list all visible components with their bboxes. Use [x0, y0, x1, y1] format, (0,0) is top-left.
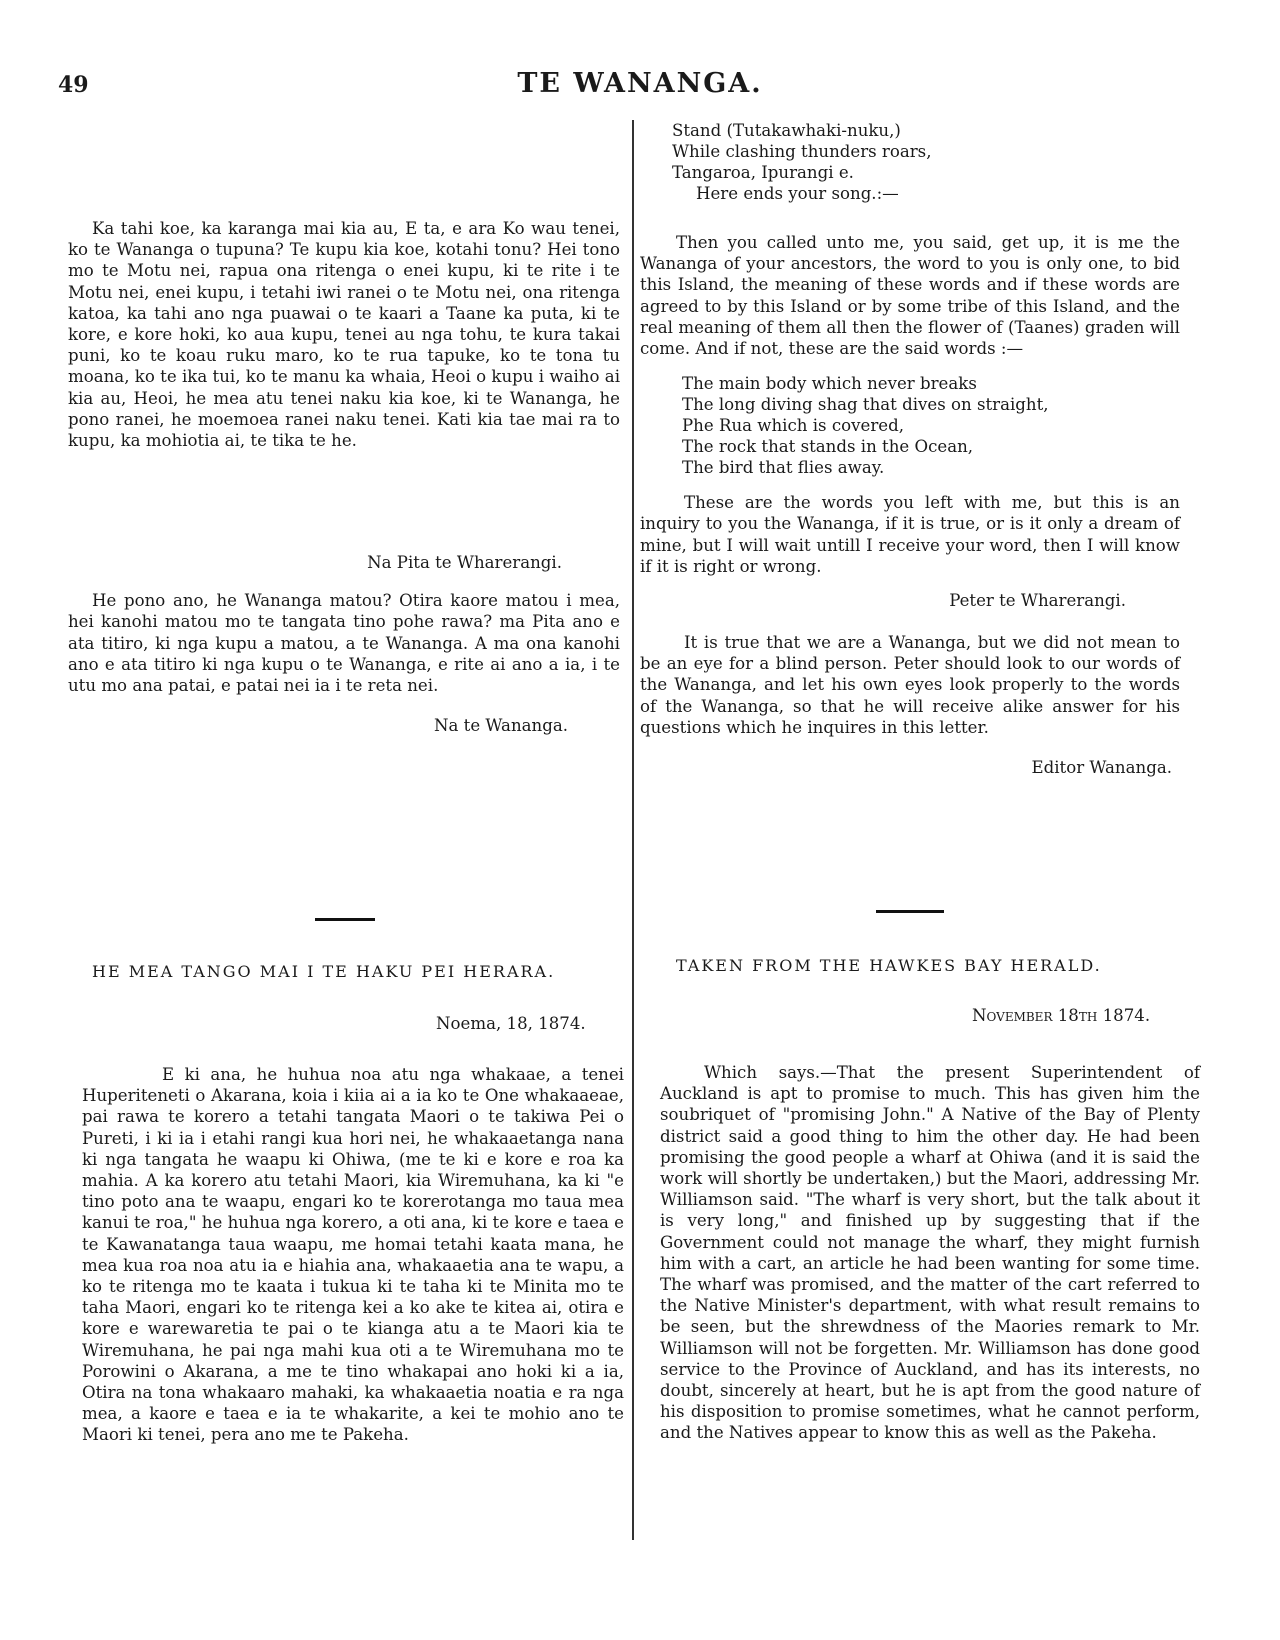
- maori-letter-signature: Na Pita te Wharerangi.: [367, 553, 562, 573]
- maori-reply-signature: Na te Wananga.: [433, 716, 568, 736]
- left-section-title: HE MEA TANGO MAI I TE HAKU PEI HERARA.: [92, 962, 556, 981]
- column-divider: [632, 120, 634, 1540]
- song-line: Stand (Tutakawhaki-nuku,): [672, 121, 901, 140]
- english-reply-signature: Editor Wananga.: [1031, 758, 1172, 778]
- english-letter-end: These are the words you left with me, but this is an inquiry to you the Wananga, if it is true, or is it only a dream of mine, but I will wait untill I receive your word, then I will know if it is right or wrong.: [640, 493, 1180, 576]
- right-section-title: TAKEN FROM THE HAWKES BAY HERALD.: [676, 956, 1102, 975]
- page-title: TE WANANGA.: [517, 68, 763, 99]
- word-line: The main body which never breaks: [682, 374, 977, 394]
- left-section-date: Noema, 18, 1874.: [436, 1014, 586, 1033]
- english-article: Which says.—That the present Superintendent of Auckland is apt to promise to much. This has given him the soubriquet of "promising John." A Native of the Bay of Plenty district said a good thing to him the other day. He had been promising the good people a wharf at Ohiwa (and it is said the work will shortly be undertaken,) but the Maori, addressing Mr. Williamson said. "The wharf is very short, but the talk about it is very long," and finished up by suggesting that if the Government could not manage the wharf, they might furnish him with a cart, an article he had been wanting for some time. The wharf was promised, and the matter of the cart referred to the Native Minister's department, with what result remains to be seen, but the shrewdness of the Maories remark to Mr. Williamson will not be forgetten. Mr. Williamson has done good service to the Province of Auckland, and has its interests, no doubt, sincerely at heart, but he is apt from the good nature of his disposition to promise sometimes, what he cannot perform, and the Natives appear to know this as well as the Pakeha.: [660, 1063, 1200, 1443]
- english-letter-signature: Peter te Wharerangi.: [949, 591, 1126, 611]
- word-line: Phe Rua which is covered,: [682, 416, 904, 436]
- maori-article: E ki ana, he huhua noa atu nga whakaae, a tenei Huperiteneti o Akarana, koia i kiia ai a ia ko te One whakaaeae, pai rawa te korero a tetahi tangata Maori o te takiwa Pei o Pureti, i ki ia i etahi rangi kua hori nei, he whakaaetanga nana ki nga tangata he waapu ki Ohiwa, (me te ki e kore e roa ka mahia. A ka korero atu tetahi Maori, kia Wiremuhana, ka ki "e tino poto ana te waapu, engari ko te korerotanga mo taua mea kanui te roa," he huhua nga korero, a oti ana, ki te kore e taea e te Kawanatanga taua waapu, me homai tetahi kaata mana, he mea kua roa noa atu ia e hiahia ana, whakaaetia ana te wapu, a ko te ritenga mo te kaata i tukua ki te taha ki te Minita mo te taha Maori, engari ko te ritenga kei a ko ake te kitea ai, otira e kore e warewaretia te pai o te kianga atu a te Maori kia te Wiremuhana, he pai nga mahi kua oti a te Wiremuhana mo te Porowini o Akarana, a me te tino whakapai ano hoki ki a ia, Otira na tona whakaaro mahaki, ka whakaaetia noatia e ra nga mea, a kaore e taea e ia te whakarite, a kei te mohio ano te Maori ki tenei, pera ano me te Pakeha.: [82, 1065, 624, 1445]
- song-ending: [640, 120, 1180, 204]
- right-column: [640, 120, 1180, 777]
- english-reply: It is true that we are a Wananga, but we did not mean to be an eye for a blind person. Peter should look to our words of the Wananga, and let his own eyes look properly to the words of the Wananga, so that he will receive alike answer for his questions which he inquires in this letter.: [640, 633, 1180, 737]
- left-column: [68, 218, 620, 735]
- maori-reply: He pono ano, he Wananga matou? Otira kaore matou i mea, hei kanohi matou mo te tangata tino pohe rawa? ma Pita ano e ata titiro, ki nga kupu a matou, a te Wananga. A ma ona kanohi ano e ata titiro ki nga kupu o te Wananga, e rite ai ano a ia, i te utu mo ana patai, e patai nei ia i te reta nei.: [68, 591, 620, 696]
- english-letter: Then you called unto me, you said, get up, it is me the Wananga of your ancestors, the word to you is only one, to bid this Island, the meaning of these words and if these words are agreed to by this Island or by some tribe of this Island, and the real meaning of them all then the flower of (Taanes) graden will come. And if not, these are the said words :—: [640, 233, 1180, 359]
- song-line: Tangaroa, Ipurangi e.: [672, 163, 854, 182]
- song-line: While clashing thunders roars,: [672, 142, 932, 161]
- page-number: 49: [58, 72, 89, 98]
- word-line: The bird that flies away.: [682, 458, 885, 478]
- right-separator-rule: [876, 910, 944, 913]
- said-words: [640, 373, 1180, 478]
- word-line: The long diving shag that dives on straight,: [682, 395, 1049, 415]
- left-article-column: [82, 1064, 624, 1446]
- right-section-date: November 18th 1874.: [972, 1006, 1151, 1025]
- maori-letter: Ka tahi koe, ka karanga mai kia au, E ta, e ara Ko wau tenei, ko te Wananga o tupuna? Te kupu kia koe, kotahi tonu? Hei tono mo te Motu nei, rapua ona ritenga o enei kupu, ki te rite i te Motu nei, enei kupu, i tetahi iwi ranei o te Motu nei, ona ritenga katoa, ka tahi ano nga puawai o te kaari a Taane ka puta, ki te kore, e kore hoki, ko aua kupu, tenei au nga tohu, te kura takai puni, ko te koau ruku maro, ko te rua tapuke, ko te tona tu moana, ko te ika tui, ko te manu ka whaia, Heoi o kupu i waiho ai kia au, Heoi, he mea atu tenei naku kia koe, ki te Wananga, he pono ranei, he moemoea ranei naku tenei. Kati kia tae mai ra to kupu, ka mohiotia ai, te tika te he.: [68, 219, 620, 451]
- right-article-column: [660, 1062, 1200, 1444]
- left-separator-rule: [315, 918, 375, 921]
- song-line: Here ends your song.:—: [696, 184, 899, 203]
- word-line: The rock that stands in the Ocean,: [682, 437, 974, 457]
